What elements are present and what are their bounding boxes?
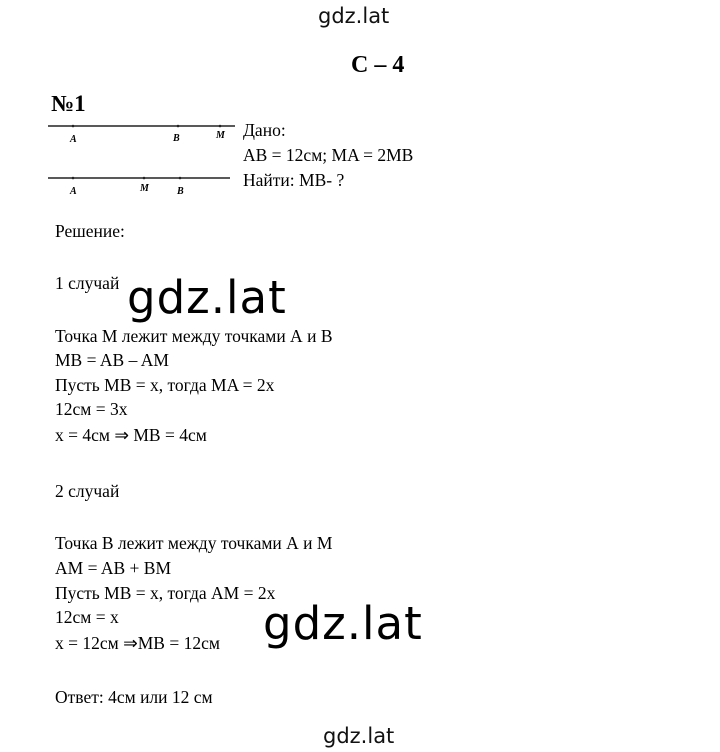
point-b-2 <box>179 177 182 180</box>
case1-line: 12см = 3x <box>55 399 128 419</box>
watermark: gdz.lat <box>127 271 287 324</box>
task-number: №1 <box>51 91 86 116</box>
point-a-1 <box>72 125 75 128</box>
footer-site-name: gdz.lat <box>323 724 395 748</box>
case2-title: 2 случай <box>55 481 120 501</box>
find-text: Найти: MB- ? <box>243 170 345 190</box>
case2-line: AM = AB + BM <box>55 558 172 578</box>
line1-label-a: A <box>70 134 77 145</box>
point-b-1 <box>177 125 180 128</box>
point-m-1 <box>219 125 222 128</box>
header-site-name: gdz.lat <box>318 4 390 28</box>
line2-label-a: A <box>70 186 77 197</box>
line1-label-b: B <box>173 133 180 144</box>
line2-label-b: B <box>177 186 184 197</box>
case1-line: Точка М лежит между точками А и В <box>55 326 333 346</box>
point-a-2 <box>72 177 75 180</box>
section-title: С – 4 <box>351 52 405 78</box>
case2-line: 12см = x <box>55 607 119 627</box>
case1-line: MB = AB – AM <box>55 350 169 370</box>
case2-line: x = 12см ⇒MB = 12см <box>55 633 220 653</box>
solution-heading: Решение: <box>55 221 125 241</box>
case1-title: 1 случай <box>55 273 120 293</box>
case1-line: x = 4см ⇒ MB = 4см <box>55 425 207 445</box>
answer-text: Ответ: 4см или 12 см <box>55 687 213 707</box>
given-label: Дано: <box>243 120 286 140</box>
case2-line: Пусть MB = x, тогда AM = 2x <box>55 583 276 603</box>
line1-label-m: M <box>216 130 225 141</box>
case2-line: Точка В лежит между точками А и М <box>55 533 333 553</box>
line2-label-m: M <box>140 183 149 194</box>
case1-line: Пусть MB = x, тогда MA = 2x <box>55 375 275 395</box>
watermark: gdz.lat <box>263 597 423 650</box>
given-condition: AB = 12см; MA = 2MB <box>243 145 414 165</box>
point-m-2 <box>143 177 146 180</box>
